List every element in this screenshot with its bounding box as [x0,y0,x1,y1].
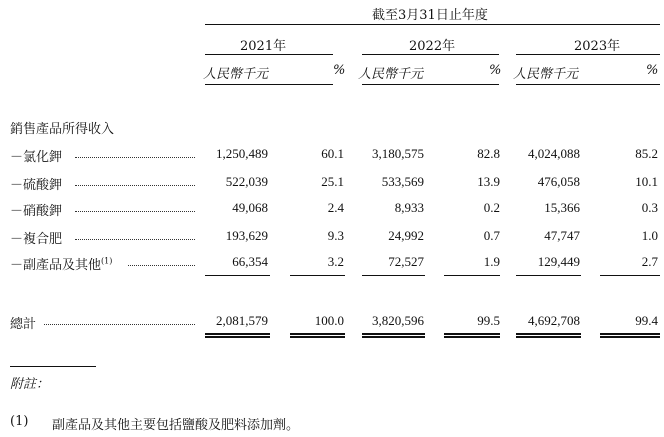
total-double-rule [444,333,500,338]
pct-2022: 0.7 [483,228,500,243]
pct-2023: 10.1 [635,174,658,189]
year-2021-rule [205,54,333,55]
unit-rmb-2023: 人民幣千元 [513,67,579,82]
subtotal-rule [362,275,425,276]
subtotal-rule [290,275,345,276]
subtotal-rule [444,275,500,276]
value-2022: 24,992 [388,228,424,243]
pct-2022: 0.2 [483,200,500,215]
value-2021: 193,629 [225,228,268,243]
year-2022: 2022年 [409,39,456,54]
pct-2021: 25.1 [321,174,344,189]
unit-pct-2022: % [489,63,502,78]
unit-pct-2021: % [333,63,346,78]
value-2023: 129,449 [537,254,580,269]
row-label [10,254,112,273]
pct-2021: 3.2 [327,254,344,269]
total-double-rule [205,333,270,338]
dot-leader [75,157,195,158]
unit-rmb-2022: 人民幣千元 [358,67,424,82]
unit-rule-2023 [516,84,660,85]
pct-2023: 0.3 [641,200,658,215]
value-2023: 4,024,088 [528,146,580,161]
total-double-rule [362,333,425,338]
pct-2021: 60.1 [321,146,344,161]
pct-2023: 1.0 [641,228,658,243]
value-2023: 476,058 [537,174,580,189]
value-2021: 66,354 [232,254,268,269]
value-2021: 1,250,489 [216,146,268,161]
unit-rule-2021 [205,84,333,85]
pct-2022: 82.8 [477,146,500,161]
unit-rmb-2021: 人民幣千元 [203,67,269,82]
subtotal-rule [205,275,270,276]
subtotal-rule [600,275,660,276]
total-double-rule [516,333,581,338]
total-double-rule [600,333,660,338]
dot-leader [128,265,195,266]
header-rule [205,24,660,25]
period-header: 截至3月31日止年度 [372,8,488,23]
total-2023: 4,692,708 [528,313,580,328]
value-2021: 49,068 [232,200,268,215]
row-label: －硫酸鉀 [10,178,63,193]
value-2022: 3,180,575 [372,146,424,161]
total-label: 總計 [10,317,37,332]
subtotal-rule [516,275,581,276]
row-label: －硝酸鉀 [10,204,63,219]
total-double-rule [290,333,345,338]
total-pct-2023: 99.4 [635,313,658,328]
dot-leader [44,324,195,325]
year-2023-rule [516,54,660,55]
footnote-rule [10,366,96,367]
footnote-ref: (1) [101,256,113,266]
total-pct-2022: 99.5 [477,313,500,328]
note-number: (1) [10,414,29,429]
unit-rule-2022 [362,84,499,85]
value-2022: 72,527 [388,254,424,269]
section-title: 銷售產品所得收入 [10,122,115,137]
total-pct-2021: 100.0 [314,313,344,328]
pct-2021: 9.3 [327,228,344,243]
pct-2022: 13.9 [477,174,500,189]
row-label: －複合肥 [10,232,63,247]
pct-2022: 1.9 [483,254,500,269]
year-2021: 2021年 [240,39,287,54]
row-label-text: －副產品及其他 [10,258,102,273]
value-2022: 533,569 [381,174,424,189]
year-2023: 2023年 [574,39,621,54]
row-label: －氯化鉀 [10,150,63,165]
value-2021: 522,039 [225,174,268,189]
pct-2021: 2.4 [327,200,344,215]
pct-2023: 85.2 [635,146,658,161]
total-2021: 2,081,579 [216,313,268,328]
total-2022: 3,820,596 [372,313,424,328]
value-2022: 8,933 [394,200,424,215]
notes-heading: 附註： [10,377,50,392]
value-2023: 47,747 [544,228,580,243]
unit-pct-2023: % [646,63,659,78]
dot-leader [75,185,195,186]
year-2022-rule [362,54,499,55]
pct-2023: 2.7 [641,254,658,269]
value-2023: 15,366 [544,200,580,215]
note-text: 副產品及其他主要包括鹽酸及肥料添加劑。 [52,418,300,433]
dot-leader [75,239,195,240]
dot-leader [75,211,195,212]
